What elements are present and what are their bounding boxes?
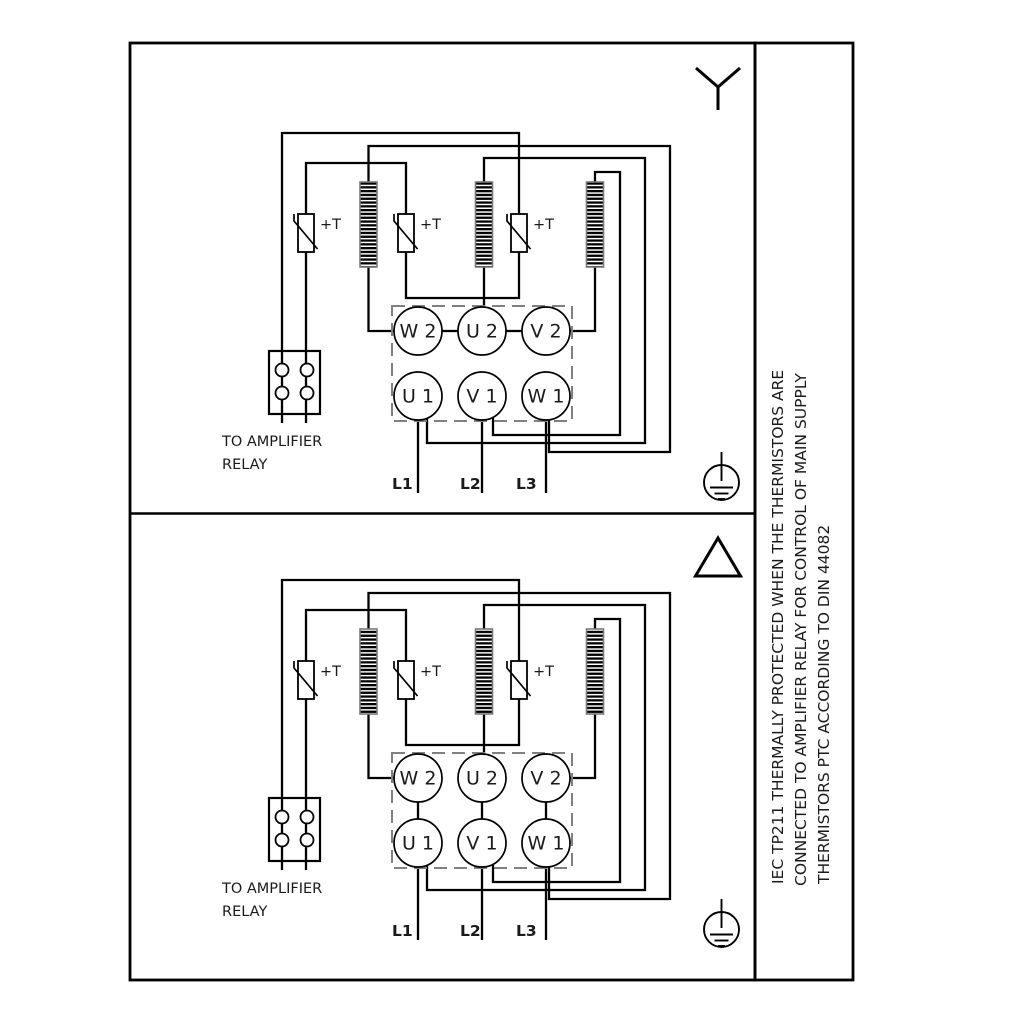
supply-label-l2: L2 [460,922,481,940]
terminal-label: U 2 [465,320,499,343]
delta-connection-icon [696,538,741,576]
ptc-thermistor-icon [507,214,531,252]
thermistor3-to-thermistor2-wire [406,251,519,298]
amplifier-relay-connector [269,351,320,414]
protective-earth-icon [704,899,739,947]
thermistor-label: +T [320,664,342,680]
relay-contact [276,387,289,400]
terminal-label: U 2 [465,767,499,790]
terminal-w1 [522,819,570,867]
thermistor-label: +T [420,664,442,680]
ptc-thermistor-icon [294,661,318,699]
panel-delta [221,538,741,947]
thermistor-label: +T [533,664,555,680]
panel-star [221,68,740,500]
terminal-v2 [522,307,570,355]
relay-caption-line2: RELAY [222,457,268,473]
ptc-thermistor-icon [394,661,418,699]
winding-coil-icon [476,629,493,714]
terminal-v1 [458,372,506,420]
ptc-thermistor-icon [507,661,531,699]
relay-contact [276,364,289,377]
terminal-label: U 1 [401,832,435,855]
terminal-w1 [522,372,570,420]
thermistor-label: +T [533,217,555,233]
relay-caption-line1: TO AMPLIFIER [222,434,323,450]
terminal-label: V 1 [466,832,498,855]
supply-label-l2: L2 [460,475,481,493]
terminal-u2 [458,307,506,355]
winding-coil-icon [587,182,604,267]
thermistor2-to-thermistor1-wire [306,610,406,662]
terminal-u1 [394,372,442,420]
coil1-bottom-wire [369,714,396,778]
sidebar-note [769,370,833,886]
sidebar-note-line1: IEC TP211 THERMALLY PROTECTED WHEN THE THERMISTORS ARE [769,369,787,884]
terminal-v1 [458,819,506,867]
coil3-bottom-wire [569,267,595,331]
coil3-bottom-wire [569,714,595,778]
protective-earth-icon [704,452,739,500]
terminal-label: V 2 [530,767,562,790]
sidebar-note-line2: CONNECTED TO AMPLIFIER RELAY FOR CONTROL OF MAIN SUPPLY [792,373,810,886]
winding-coil-icon [360,182,377,267]
winding-coil-icon [360,629,377,714]
relay-contact [301,364,314,377]
relay-contact [301,834,314,847]
ptc-thermistor-icon [294,214,318,252]
supply-label-l3: L3 [516,922,537,940]
coil1-bottom-wire [369,267,396,331]
terminal-u2 [458,754,506,802]
sidebar-note-line3: THERMISTORS PTC ACCORDING TO DIN 44082 [815,524,833,884]
terminal-label: W 1 [527,832,565,855]
thermistor-label: +T [320,217,342,233]
terminal-label: W 2 [399,320,437,343]
thermistor-label: +T [420,217,442,233]
supply-label-l1: L1 [392,922,413,940]
relay-caption-line1: TO AMPLIFIER [222,881,323,897]
terminal-w2 [394,754,442,802]
supply-label-l1: L1 [392,475,413,493]
supply-label-l3: L3 [516,475,537,493]
thermistor3-to-thermistor2-wire [406,698,519,745]
thermistor2-to-thermistor1-wire [306,163,406,215]
relay-caption-line2: RELAY [222,904,268,920]
terminal-label: W 1 [527,385,565,408]
terminal-label: W 2 [399,767,437,790]
relay-contact [276,834,289,847]
star-connection-icon [696,68,740,110]
amplifier-relay-connector [269,798,320,861]
relay-contact [301,387,314,400]
ptc-thermistor-icon [394,214,418,252]
terminal-w2 [394,307,442,355]
terminal-label: V 2 [530,320,562,343]
relay-contact [301,811,314,824]
terminal-v2 [522,754,570,802]
terminal-label: V 1 [466,385,498,408]
terminal-u1 [394,819,442,867]
relay-contact [276,811,289,824]
winding-coil-icon [587,629,604,714]
winding-coil-icon [476,182,493,267]
terminal-label: U 1 [401,385,435,408]
